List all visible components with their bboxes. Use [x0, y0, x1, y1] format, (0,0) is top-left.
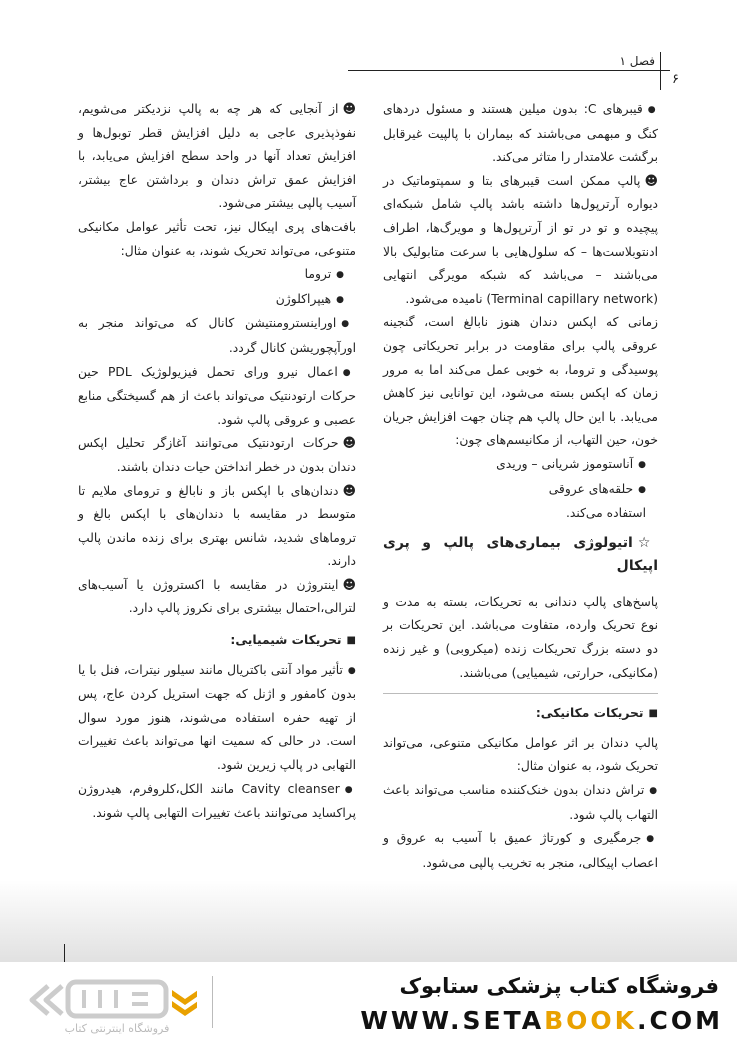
left-column: [78, 98, 356, 826]
header-divider: [660, 52, 661, 90]
right-column: [383, 98, 658, 875]
header-rule: [348, 70, 670, 71]
list-item: ● تراش دندان بدون خنک‌کننده مناسب می‌تواند باعث التهاب پالپ شود.: [383, 779, 658, 827]
paragraph-periapical: بافت‌های پری اپیکال نیز، تحت تأثیر عوامل مکانیکی متنوعی، می‌تواند تحریک شوند، به عنوان مثال:: [78, 219, 356, 258]
page-number: ۶: [672, 72, 679, 87]
url-part-highlight: BOOK: [544, 1006, 638, 1035]
paragraph-c-fibers: ● قیبرهای C: بدون میلین هستند و مسئول دردهای کنگ و مبهمی می‌باشند که بیماران با پالپیت غیرقابل برگشت علامتدار را متاثر می‌کند.: [383, 98, 658, 170]
paragraph-responses: پاسخ‌های پالپ دندانی به تحریکات، بسته به مدت و نوع تحریک وارده، متفاوت می‌باشد. این تحریکات بر دو دسته بزرگ تحریکات زنده (میکروبی) و غیر زنده (مکانیکی، حرارتی، شیمیایی) می‌باشند.: [383, 594, 658, 680]
list-item: ● تأثیر مواد آنتی باکتریال مانند سیلور نیترات، فنل با یا بدون کامفور و اژنل که جهت استریل کردن عاج، پس از تهیه حفره استفاده می‌شوند، هنوز مورد سوال است. در حالی که سمیت انها می‌تواند باعث تغییرات التهابی در پالپ زیرین شود.: [78, 659, 356, 778]
setabook-logo: [22, 970, 197, 1036]
list-item: ● تروما: [78, 263, 356, 288]
sub-heading-mechanical: ■ تحریکات مکانیکی:: [383, 702, 658, 726]
url-part: .COM: [637, 1006, 723, 1035]
paragraph-apex: زمانی که اپکس دندان هنوز نابالغ است، گنجینه عروقی پالپ برای مقاومت در برابر تحریکاتی چون پوسیدگی و تروما، به خوبی عمل می‌کند اما به مرور زمان که اپکس بسته می‌شود، این توانایی نیز کاهش می‌یابد. با این حال پالپ هم چنان جهت افزایش جریان خون، حین التهاب، از مکانیسم‌های چون:: [383, 315, 658, 448]
banner-divider: [212, 976, 213, 1028]
margin-tick: [64, 944, 65, 962]
section-heading: ☆ اتیولوژی بیماری‌های پالپ و پری اپیکال: [383, 532, 658, 579]
note-orthodontic: ☻ حرکات ارتودنتیک می‌توانند آغازگر تحلیل اپکس دندان بدون در خطر انداختن حیات دندان باشند.: [78, 432, 356, 479]
list-item: ● اعمال نیرو ورای تحمل فیزیولوژیک PDL حین حرکات ارتودنتیک می‌تواند باعث از هم گسیختگی منابع عصبی و عروقی پالپ شود.: [78, 361, 356, 433]
note-intrusion: ☻ اینتروژن در مقایسه با اکستروژن یا آسیب‌های لترالی،احتمال بیشتری برای نکروز پالپ دارد.: [78, 574, 356, 621]
logo-tagline: فروشگاه اینترنتی کتاب: [64, 1022, 170, 1035]
paragraph-capillary-network: ☻ پالپ ممکن است قیبرهای بتا و سمپتوماتیک در دیواره آرترپول‌ها داشته باشد پالپ شامل شبکه‌ای پیچیده و تو در تو از آرترپول‌ها و مویرگ‌ها، اطراف ادنتوبلاست‌ها – که سلول‌هایی با سرعت متابولیک بالا می‌باشند – می‌باشد که شبکه مویرگی انتهایی (Terminal capillary network) نامیده می‌شود.: [383, 170, 658, 312]
section-divider: [383, 693, 658, 694]
url-part: WWW.SETA: [360, 1006, 545, 1035]
list-item: ● Cavity cleanser مانند الکل،کلروفرم، هیدروژن پراکساید می‌توانند باعث تغییرات التهابی پالپ شوند.: [78, 778, 356, 826]
store-banner: [0, 962, 737, 1044]
list-item: ● آناستوموز شریانی – وریدی: [383, 453, 658, 478]
list-item: ● هیپراکلوژن: [78, 288, 356, 313]
list-item: ● حلقه‌های عروقی: [383, 478, 658, 503]
paragraph-mechanical: پالپ دندان بر اثر عوامل مکانیکی متنوعی، می‌تواند تحریک شود، به عنوان مثال:: [383, 735, 658, 774]
list-item: ● اوراینسترومنتیشن کانال که می‌تواند منجر به اورآپچوریشن کانال گردد.: [78, 312, 356, 360]
sub-heading-chemical: ■ تحریکات شیمیایی:: [78, 629, 356, 653]
store-url[interactable]: [360, 1006, 723, 1035]
paragraph-uses: استفاده می‌کند.: [566, 506, 646, 521]
list-item: ● جرمگیری و کورتاژ عمیق با آسیب به عروق و اعصاب اپیکالی، منجر به تخریب پالپی می‌شود.: [383, 827, 658, 875]
store-title: فروشگاه کتاب پزشکی ستابوک: [399, 974, 719, 998]
note-open-apex: ☻ دندان‌های با اپکس باز و نابالغ و ترومای ملایم تا متوسط در مقایسه با دندان‌های با اپکس بالغ و تروماهای شدید، شانس بهتری برای زنده ماندن پالپ دارند.: [78, 480, 356, 574]
page-bottom-shadow: [0, 880, 737, 962]
chapter-title: فصل ۱: [619, 54, 655, 68]
paragraph-permeability: ☻ از آنجایی که هر چه به پالپ نزدیکتر می‌شویم، نفوذپذیری عاجی به دلیل افزایش قطر توبول‌ها و افزایش تعداد آنها در واحد سطح افزایش می‌یابد، با افزایش عمق تراش دندان و برداشتن عاج بیشتر، آسیب پالپی بیشتر می‌شود.: [78, 98, 356, 216]
